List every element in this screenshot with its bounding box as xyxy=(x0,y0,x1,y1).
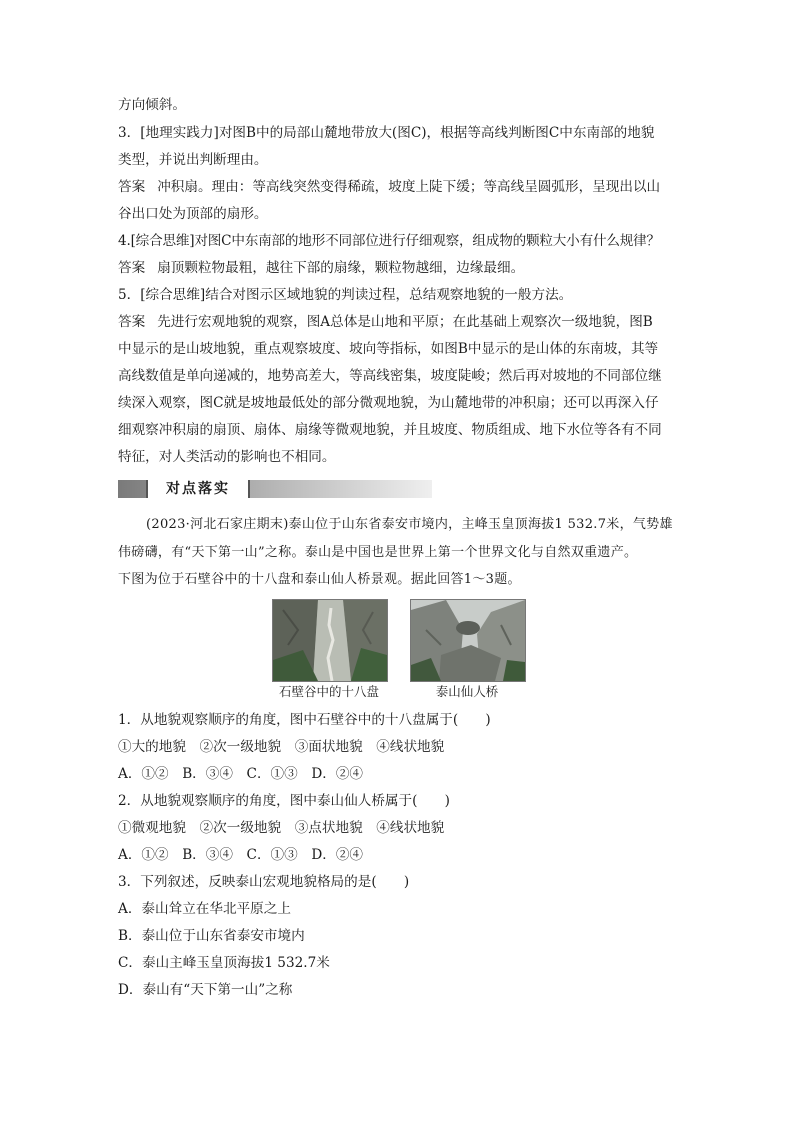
option-c: C．泰山主峰玉皇顶海拔1 532.7米 xyxy=(118,955,330,971)
question-2-stem: 2．从地貌观察顺序的角度，图中泰山仙人桥属于( ) xyxy=(118,793,450,809)
question-1-stem: 1．从地貌观察顺序的角度，图中石壁谷中的十八盘属于( ) xyxy=(118,712,491,728)
answer-5-cont: 特征，对人类活动的影响也不相同。 xyxy=(118,449,336,465)
option-a: A．泰山耸立在华北平原之上 xyxy=(118,901,291,917)
answer-text: 冲积扇。理由：等高线突然变得稀疏，坡度上陡下缓；等高线呈圆弧形，呈现出以山 xyxy=(157,179,661,195)
answer-5 xyxy=(118,312,678,332)
question-2-options: A．①② B．③④ C．①③ D．②④ xyxy=(118,847,364,863)
option-d: D．泰山有“天下第一山”之称 xyxy=(118,982,293,998)
question-4-stem: 4.[综合思维]对图C中东南部的地形不同部位进行仔细观察，组成物的颗粒大小有什么规律？ xyxy=(118,233,660,249)
photo-caption-left: 石壁谷中的十八盘 xyxy=(278,684,379,699)
question-1-items: ①大的地貌 ②次一级地貌 ③面状地貌 ④线状地貌 xyxy=(118,739,445,755)
intro-text-cont: 下图为位于石壁谷中的十八盘和泰山仙人桥景观。据此回答1～3题。 xyxy=(118,572,521,587)
question-1-options: A．①② B．③④ C．①③ D．②④ xyxy=(118,766,364,782)
answer-label: 答案 xyxy=(118,314,146,330)
question-2-items: ①微观地貌 ②次一级地貌 ③点状地貌 ④线状地貌 xyxy=(118,820,445,836)
answer-5-cont: 续深入观察，图C就是坡地最低处的部分微观地貌，为山麓地带的冲积扇；还可以再深入仔 xyxy=(118,395,659,411)
question-3-stem-cont: 类型，并说出判断理由。 xyxy=(118,152,268,168)
question-5-stem: 5．[综合思维]结合对图示区域地貌的判读过程，总结观察地貌的一般方法。 xyxy=(118,287,573,303)
answer-text: 扇顶颗粒物最粗，越往下部的扇缘，颗粒物越细，边缘最细。 xyxy=(157,260,525,276)
answer-3 xyxy=(118,177,678,197)
text-line: 方向倾斜。 xyxy=(118,97,186,113)
answer-3-cont: 谷出口处为顶部的扇形。 xyxy=(118,206,268,222)
question-3b-stem: 3．下列叙述，反映泰山宏观地貌格局的是( ) xyxy=(118,874,410,890)
option-b: B．泰山位于山东省泰安市境内 xyxy=(118,928,305,944)
photo-immortal-bridge xyxy=(410,599,526,682)
intro-text: (2023·河北石家庄期末)泰山位于山东省泰安市境内，主峰玉皇顶海拔1 532.7米，气势雄 xyxy=(146,517,673,532)
answer-5-cont: 高线数值是单向递减的，地势高差大，等高线密集，坡度陡峻；然后再对坡地的不同部位继 xyxy=(118,368,662,384)
answer-text: 先进行宏观地貌的观察，图A总体是山地和平原；在此基础上观察次一级地貌，图B xyxy=(157,314,653,330)
answer-label: 答案 xyxy=(118,260,146,276)
answer-5-cont: 细观察冲积扇的扇顶、扇体、扇缘等微观地貌，并且坡度、物质组成、地下水位等各有不同 xyxy=(118,422,662,438)
intro-text-cont: 伟磅礴，有“天下第一山”之称。泰山是中国也是世界上第一个世界文化与自然双重遗产。 xyxy=(118,545,638,560)
section-title: 对点落实 xyxy=(146,480,250,498)
photo-eighteen-bends xyxy=(272,599,388,682)
answer-5-cont: 中显示的是山坡地貌，重点观察坡度、坡向等指标，如图B中显示的是山体的东南坡，其等 xyxy=(118,341,659,357)
answer-4 xyxy=(118,258,678,278)
answer-label: 答案 xyxy=(118,179,146,195)
question-3-stem: 3．[地理实践力]对图B中的局部山麓地带放大(图C)，根据等高线判断图C中东南部的地貌 xyxy=(118,125,655,141)
photo-caption-right: 泰山仙人桥 xyxy=(435,684,499,699)
